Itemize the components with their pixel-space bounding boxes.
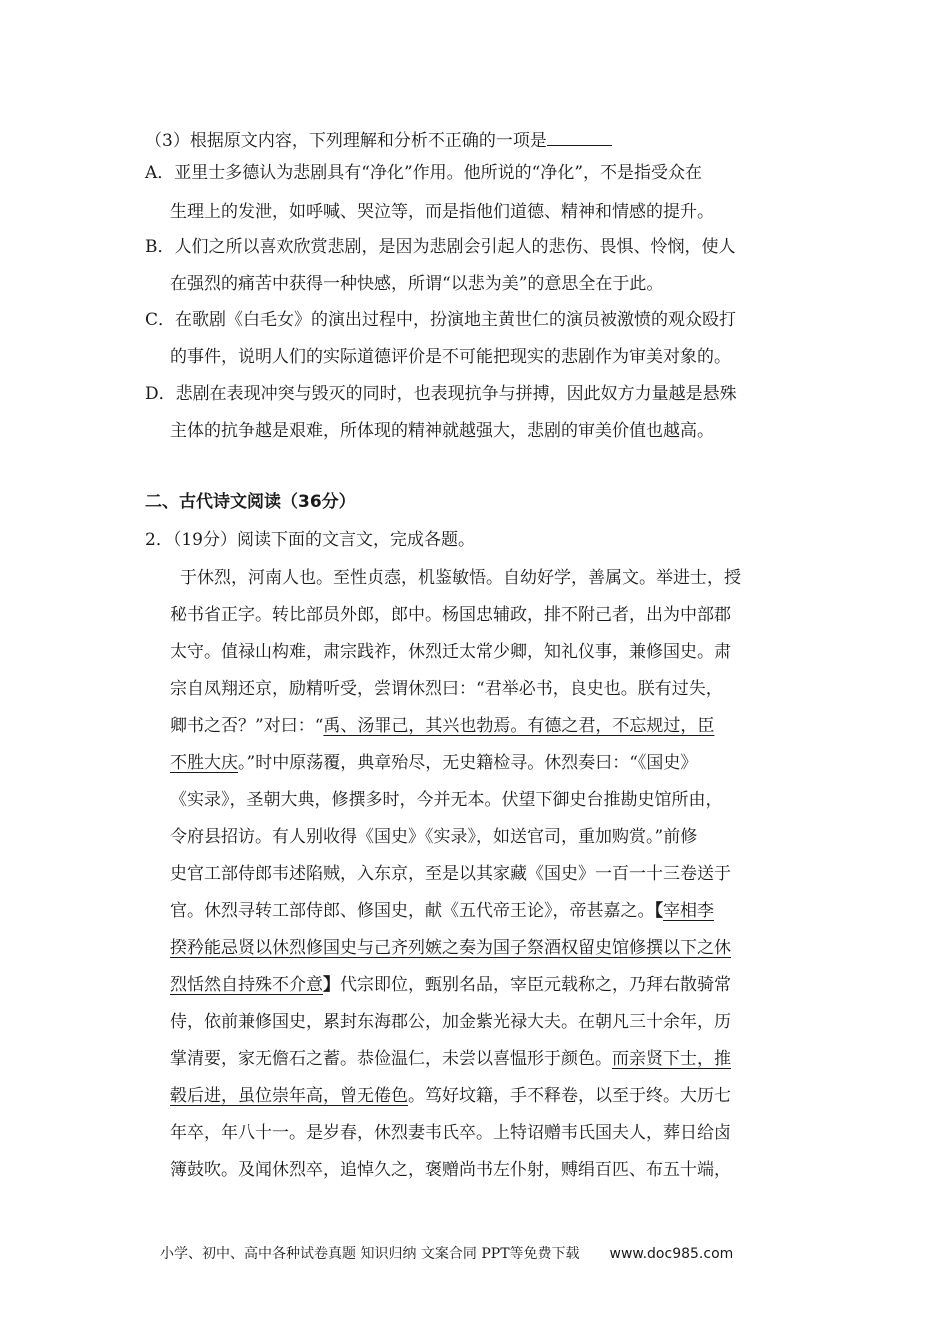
passage-line-7: 《实录》，圣朝大典，修撰多时，今并无本。伏望下御史台推勘史馆所由， <box>170 790 723 810</box>
passage-line-10 <box>170 900 714 922</box>
passage-line-12 <box>170 974 731 996</box>
passage-line-17: 簿鼓吹。及闻休烈卒，追悼久之，褒赠尚书左仆射，赙绢百匹、布五十端， <box>170 1160 731 1180</box>
section2-title-suffix: 分） <box>321 492 356 512</box>
punctuation-passage-middle: 揆矜能忌贤以休烈修国史与己齐列嫉之奏为国子祭酒权留史馆修撰以下之休 <box>170 938 731 958</box>
underlined-sentence-1-end: 不胜大庆 <box>170 753 238 773</box>
underlined-sentence-2: 而亲贤下士，推 <box>612 1049 731 1069</box>
option-d-text: 悲剧在表现冲突与毁灭的同时，也表现抗争与拼搏，因此奴方力量越是悬殊 <box>175 384 737 404</box>
question3-stem <box>145 128 612 152</box>
section2-title-score: 36 <box>298 492 322 512</box>
passage-line-14-text: 掌清要，家无儋石之蓄。恭俭温仁，未尝以喜愠形于颜色。 <box>170 1049 612 1069</box>
footer-text: 小学、初中、高中各种试卷真题 知识归纳 文案合同 PPT等免费下载 <box>160 1246 580 1262</box>
passage-line-10-text: 官。休烈寻转工部侍郎、修国史，献《五代帝王论》，帝甚嘉之。 <box>170 901 655 921</box>
passage-line-5 <box>170 715 714 737</box>
section2-title-prefix: 二、古代诗文阅读（ <box>145 492 298 512</box>
passage-line-2: 秘书省正字。转比部员外郎，郎中。杨国忠辅政，排不附己者，出为中部郡 <box>170 605 731 625</box>
answer-blank[interactable] <box>547 128 612 146</box>
passage-line-16: 年卒，年八十一。是岁春，休烈妻韦氏卒。上特诏赠韦氏国夫人，葬日给卤 <box>170 1123 731 1143</box>
option-b-text: 人们之所以喜欢欣赏悲剧，是因为悲剧会引起人的悲伤、畏惧、怜悯，使人 <box>174 237 736 257</box>
section2-title <box>145 491 356 513</box>
footer-url-link[interactable]: www.doc985.com <box>609 1246 734 1262</box>
option-a-line1 <box>145 162 702 184</box>
punctuation-passage-end: 烈恬然自持殊不介意 <box>170 975 323 995</box>
passage-line-13: 侍，依前兼修国史，累封东海郡公，加金紫光禄大夫。在朝凡三十余年，历 <box>170 1012 731 1032</box>
passage-line-6 <box>170 752 697 774</box>
passage-line-11 <box>170 937 731 959</box>
question2-stem <box>145 529 475 551</box>
passage-line-3: 太守。值禄山构难，肃宗践祚，休烈迁太常少卿，知礼仪事，兼修国史。肃 <box>170 642 731 662</box>
punctuation-passage-start: 宰相李 <box>663 901 714 921</box>
option-b-line2: 在强烈的痛苦中获得一种快感，所谓“以悲为美”的意思全在于此。 <box>170 274 664 294</box>
option-c-line2: 的事件，说明人们的实际道德评价是不可能把现实的悲剧作为审美对象的。 <box>170 347 731 367</box>
option-a-line2: 生理上的发泄，如呼喊、哭泣等，而是指他们道德、精神和情感的提升。 <box>170 202 714 222</box>
option-d-line1 <box>145 383 737 405</box>
option-b-letter: B． <box>145 237 175 257</box>
option-a-letter: A． <box>145 163 175 183</box>
option-c-line1 <box>145 309 736 331</box>
passage-line-6-text: 。”时中原荡覆，典章殆尽，无史籍检寻。休烈奏曰：“《国史》 <box>238 753 698 773</box>
question2-number: 2． <box>145 530 173 550</box>
option-d-line2: 主体的抗争越是艰难，所体现的精神就越强大，悲剧的审美价值也越高。 <box>170 421 714 441</box>
page-footer <box>160 1244 733 1264</box>
underlined-sentence-1: 禹、汤罪己，其兴也勃焉。有德之君，不忘规过，臣 <box>323 716 715 736</box>
passage-line-8: 令府县招访。有人别收得《国史》《实录》，如送官司，重加购赏。”前修 <box>170 827 698 847</box>
underlined-sentence-2-end: 毂后进，虽位崇年高，曾无倦色 <box>170 1086 408 1106</box>
passage-line-14 <box>170 1048 731 1070</box>
option-c-text: 在歌剧《白毛女》的演出过程中，扮演地主黄世仁的演员被激愤的观众殴打 <box>175 310 737 330</box>
option-d-letter: D． <box>145 384 176 404</box>
passage-line-4: 宗自凤翔还京，励精听受，尝谓休烈曰：“君举必书，良史也。朕有过失， <box>170 679 723 699</box>
question2-stem-text: （19分）阅读下面的文言文，完成各题。 <box>172 530 475 550</box>
option-b-line1 <box>145 236 736 258</box>
passage-line-5-text: 卿书之否？”对曰：“ <box>170 716 324 736</box>
bracket-open: 【 <box>654 901 663 921</box>
passage-line-15 <box>170 1085 731 1107</box>
question3-stem-text: （3）根据原文内容，下列理解和分析不正确的一项是 <box>145 131 547 151</box>
bracket-close: 】 <box>323 975 340 995</box>
passage-line-9: 史官工部侍郎韦述陷贼，入东京，至是以其家藏《国史》一百一十三卷送于 <box>170 864 731 884</box>
passage-line-12-text: 代宗即位，甄别名品，宰臣元载称之，乃拜右散骑常 <box>340 975 731 995</box>
option-c-letter: C． <box>145 310 176 330</box>
option-a-text: 亚里士多德认为悲剧具有“净化”作用。他所说的“净化”，不是指受众在 <box>174 163 703 183</box>
passage-line-15-text: 。笃好坟籍，手不释卷，以至于终。大历七 <box>408 1086 731 1106</box>
passage-line-1: 于休烈，河南人也。至性贞悫，机鉴敏悟。自幼好学，善属文。举进士，授 <box>180 568 741 588</box>
